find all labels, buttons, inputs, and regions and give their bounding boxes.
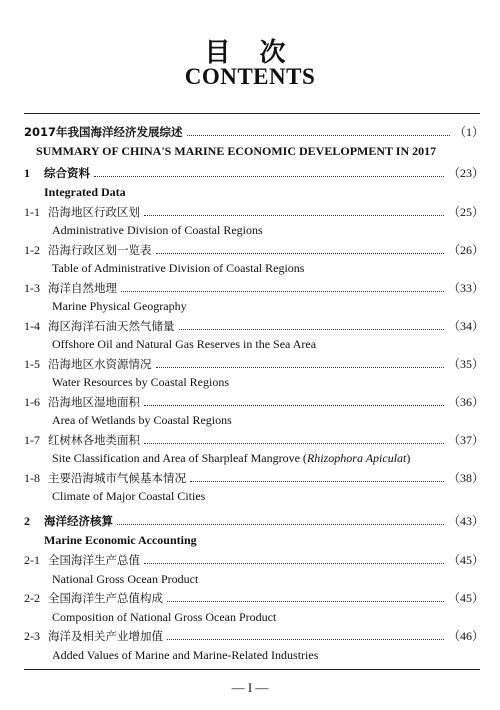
item-title-en: Offshore Oil and Natural Gas Reserves in the Sea Area — [52, 337, 317, 351]
dot-leader — [121, 290, 444, 292]
dot-leader — [156, 252, 444, 254]
item-title-zh: 海洋自然地理 — [48, 281, 117, 295]
item-title-zh: 海区海洋石油天然气储量 — [48, 319, 175, 333]
dot-leader — [144, 404, 444, 406]
item-title-en: Added Values of Marine and Marine-Related Industries — [52, 648, 319, 662]
item-page: （38） — [447, 471, 484, 485]
toc-item-1-6[interactable] — [24, 394, 484, 410]
section-title-zh: 综合资料 — [44, 166, 90, 180]
section-page: （23） — [447, 166, 484, 180]
dot-leader — [94, 175, 444, 177]
item-number: 1-1 — [24, 205, 40, 219]
dot-leader — [144, 562, 444, 564]
item-title-zh: 沿海地区行政区划 — [48, 205, 140, 219]
item-title-zh: 海洋及相关产业增加值 — [48, 629, 163, 643]
item-title-zh: 主要沿海城市气候基本情况 — [48, 471, 186, 485]
item-title-en: Water Resources by Coastal Regions — [52, 375, 229, 389]
dot-leader — [179, 328, 444, 330]
section-number: 1 — [24, 166, 30, 180]
item-number: 1-4 — [24, 319, 40, 333]
item-number: 2-2 — [24, 591, 40, 605]
item-title-en: National Gross Ocean Product — [52, 572, 199, 586]
item-number: 2-1 — [24, 553, 40, 567]
item-title-en: Marine Physical Geography — [52, 299, 187, 313]
toc-item-1-8[interactable] — [24, 470, 484, 486]
toc-section-1[interactable] — [24, 165, 484, 181]
toc-item-1-3[interactable] — [24, 280, 484, 296]
bottom-rule — [24, 669, 480, 670]
item-title-zh: 沿海地区水资源情况 — [48, 357, 152, 371]
item-title-en: Administrative Division of Coastal Regions — [52, 223, 263, 237]
item-title-zh: 红树林各地类面积 — [48, 433, 140, 447]
toc-entry-page: （1） — [453, 125, 484, 139]
dot-leader — [190, 480, 444, 482]
item-title-zh: 沿海行政区划一览表 — [48, 243, 152, 257]
item-page: （34） — [447, 319, 484, 333]
dot-leader — [117, 523, 444, 525]
item-title-zh: 沿海地区湿地面积 — [48, 395, 140, 409]
dot-leader — [144, 442, 444, 444]
item-number: 2-3 — [24, 629, 40, 643]
section-title-zh: 海洋经济核算 — [44, 514, 113, 528]
dot-leader — [167, 600, 444, 602]
item-page: （45） — [447, 553, 484, 567]
item-page: （33） — [447, 281, 484, 295]
toc-item-1-5[interactable] — [24, 356, 484, 372]
item-page: （36） — [447, 395, 484, 409]
item-title-en: Composition of National Gross Ocean Product — [52, 610, 277, 624]
item-page: （25） — [447, 205, 484, 219]
toc-item-1-7[interactable] — [24, 432, 484, 448]
toc-item-2-3[interactable] — [24, 628, 484, 644]
dot-leader — [156, 366, 444, 368]
toc-entry-title-en: SUMMARY OF CHINA'S MARINE ECONOMIC DEVELOPMENT IN 2017 — [36, 144, 437, 158]
dot-leader — [167, 638, 444, 640]
item-number: 1-8 — [24, 471, 40, 485]
section-title-en: Integrated Data — [44, 185, 126, 199]
item-page: （46） — [447, 629, 484, 643]
item-number: 1-2 — [24, 243, 40, 257]
item-title-zh: 全国海洋生产总值构成 — [48, 591, 163, 605]
item-page: （26） — [447, 243, 484, 257]
section-title-en: Marine Economic Accounting — [44, 533, 197, 547]
section-number: 2 — [24, 514, 30, 528]
item-number: 1-6 — [24, 395, 40, 409]
toc-item-1-4[interactable] — [24, 318, 484, 334]
page-title-zh: 目 次 — [204, 38, 296, 68]
item-title-en: Area of Wetlands by Coastal Regions — [52, 413, 232, 427]
toc-item-2-1[interactable] — [24, 552, 484, 568]
item-title-en-species: Rhizophora Apiculat — [306, 451, 407, 465]
item-page: （37） — [447, 433, 484, 447]
item-number: 1-7 — [24, 433, 40, 447]
toc-item-1-2[interactable] — [24, 242, 484, 258]
item-page: （45） — [447, 591, 484, 605]
item-title-en: Table of Administrative Division of Coastal Regions — [52, 261, 305, 275]
toc-item-1-1[interactable] — [24, 204, 484, 220]
dot-leader — [144, 214, 444, 216]
item-title-zh: 全国海洋生产总值 — [48, 553, 140, 567]
item-title-en-close: ) — [406, 451, 411, 465]
dot-leader — [187, 134, 450, 136]
item-number: 1-5 — [24, 357, 40, 371]
toc-entry-intro[interactable] — [24, 124, 484, 140]
item-number: 1-3 — [24, 281, 40, 295]
item-title-en — [52, 450, 410, 466]
toc-item-2-2[interactable] — [24, 590, 484, 606]
section-page: （43） — [447, 514, 484, 528]
page-number: — I — — [231, 680, 269, 695]
toc-entry-title-zh: 2017年我国海洋经济发展综述 — [24, 125, 183, 139]
item-page: （35） — [447, 357, 484, 371]
page-title-en: CONTENTS — [184, 64, 316, 89]
item-title-en: Climate of Major Coastal Cities — [52, 489, 206, 503]
item-title-en-text: Site Classification and Area of Sharpleaf Mangrove ( — [52, 451, 307, 465]
toc-section-2[interactable] — [24, 513, 484, 529]
